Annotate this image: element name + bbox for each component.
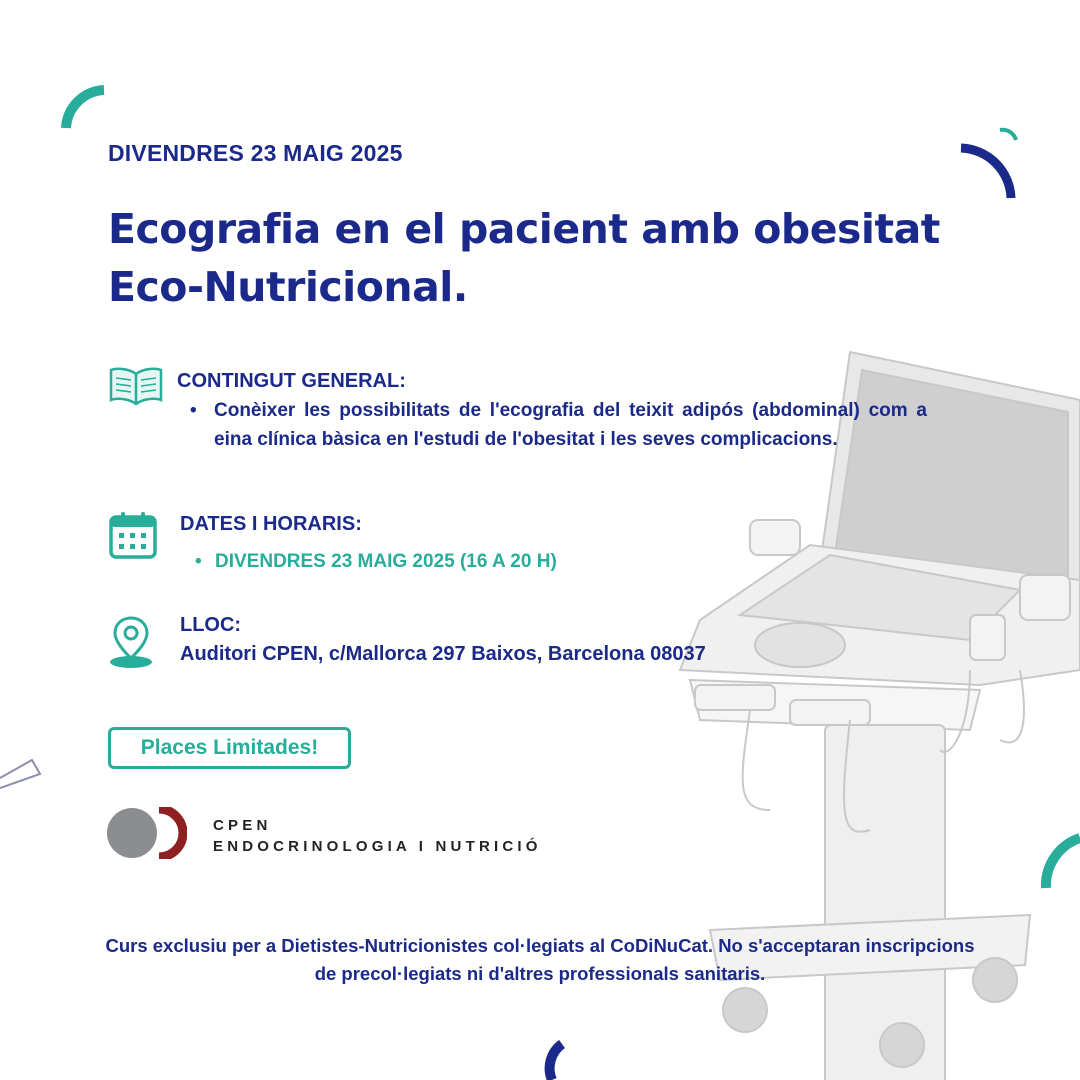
decorative-arc-teal-right <box>1038 830 1080 890</box>
contingut-heading: CONTINGUT GENERAL: <box>177 370 406 392</box>
lloc-address: Auditori CPEN, c/Mallorca 297 Baixos, Barcelona 08037 <box>180 643 706 665</box>
logo-line-2: ENDOCRINOLOGIA I NUTRICIÓ <box>213 838 542 855</box>
event-date-header: DIVENDRES 23 MAIG 2025 <box>108 140 403 166</box>
calendar-icon <box>108 510 158 560</box>
open-book-icon <box>108 366 164 408</box>
footer-note: Curs exclusiu per a Dietistes-Nutricionistes col·legiats al CoDiNuCat. No s'acceptaran inscripcions de precol·legiats ni d'altres professionals sanitaris. <box>105 935 975 984</box>
title-line-1: Ecografia en el pacient amb obesitat <box>108 205 940 253</box>
location-pin-icon <box>108 614 154 670</box>
dates-heading: DATES I HORARIS: <box>180 513 362 535</box>
places-limitades-badge: Places Limitades! <box>108 727 351 769</box>
contingut-list <box>190 396 927 454</box>
list-item: • Conèixer les possibilitats de l'ecografia del teixit adipós (abdominal) com a eina clínica bàsica en l'estudi de l'obesitat i les seves complicacions. <box>190 396 927 454</box>
title-line-2: Eco-Nutricional. <box>108 263 468 311</box>
decorative-arc-teal-small <box>996 126 1020 146</box>
list-item: • DIVENDRES 23 MAIG 2025 (16 A 20 H) <box>195 547 557 576</box>
dates-list <box>195 547 557 576</box>
decorative-arc-outline-left <box>0 748 45 793</box>
decorative-arc-navy-bottom <box>540 1040 570 1080</box>
cpen-logo-mark <box>107 807 187 859</box>
decorative-arc-navy-top-right <box>955 138 1020 203</box>
cpen-logo-text <box>213 815 542 857</box>
logo-line-1: CPEN <box>213 817 272 834</box>
decorative-arc-teal-top-left <box>60 82 110 132</box>
page-title <box>108 200 1008 316</box>
lloc-heading: LLOC: <box>180 614 242 636</box>
